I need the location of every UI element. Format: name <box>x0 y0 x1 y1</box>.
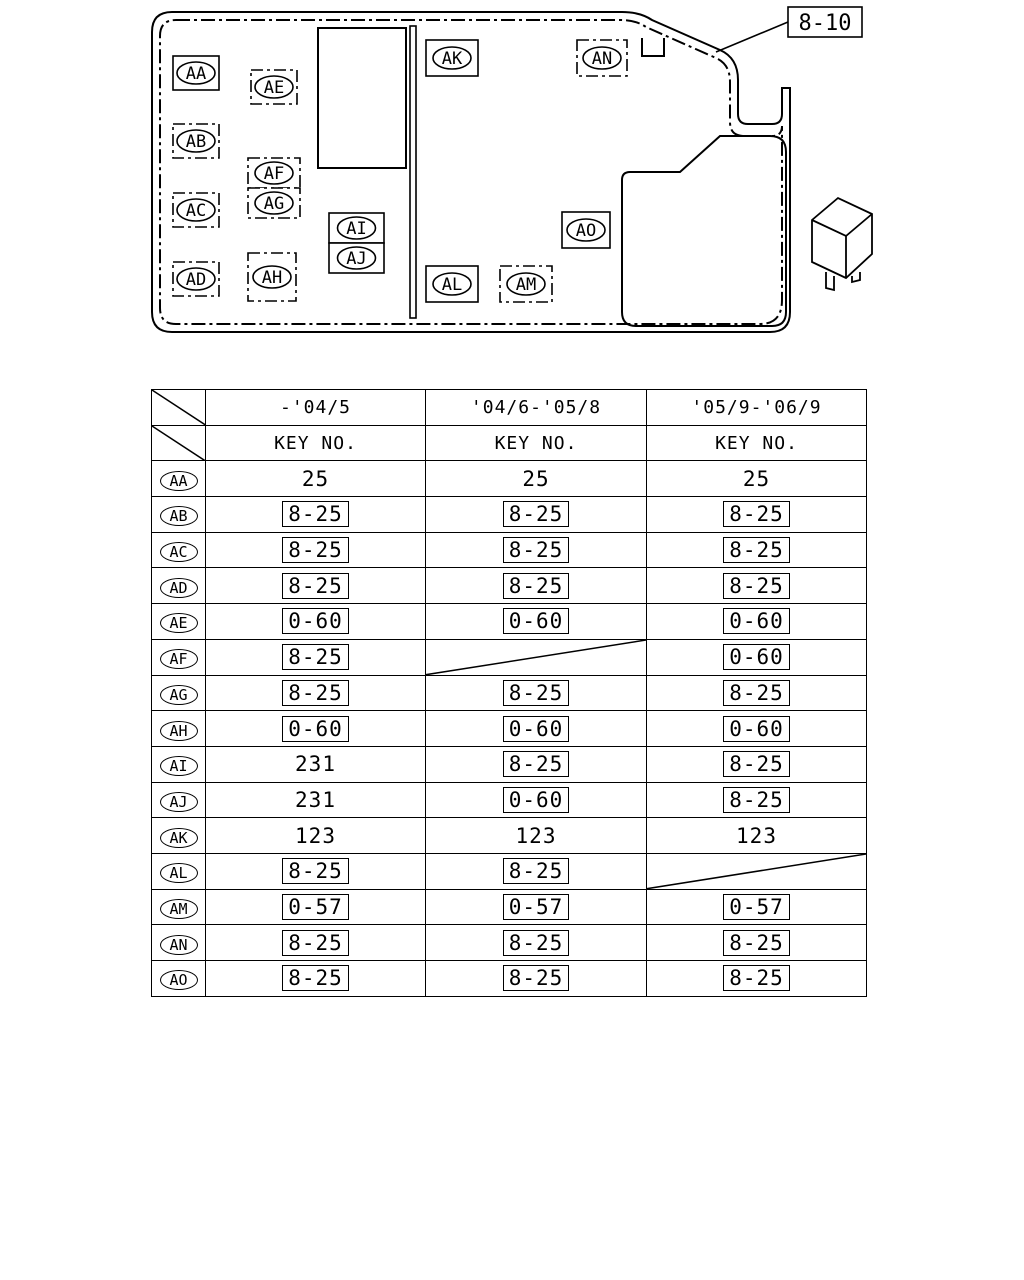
component-am <box>500 266 552 302</box>
key-number-cell <box>206 961 426 997</box>
component-ab <box>173 124 219 158</box>
component-label: AM <box>515 275 537 295</box>
boxed-key-number: 8-25 <box>503 751 570 777</box>
boxed-key-number: 8-25 <box>723 751 790 777</box>
row-label <box>152 675 206 711</box>
period-header: '04/6-'05/8 <box>426 390 647 426</box>
key-number-cell: 123 <box>426 818 647 854</box>
component-ag <box>248 188 300 218</box>
callout-leader <box>716 22 788 52</box>
boxed-key-number: 0-60 <box>503 787 570 813</box>
boxed-key-number: 8-25 <box>503 858 570 884</box>
key-number-cell <box>647 746 867 782</box>
key-number-cell <box>206 532 426 568</box>
component-label: AO <box>575 221 597 241</box>
boxed-key-number: 0-60 <box>503 716 570 742</box>
key-number-cell <box>647 711 867 747</box>
row-label-badge: AB <box>160 506 198 526</box>
row-label <box>152 568 206 604</box>
row-label-badge: AE <box>160 613 198 633</box>
component-ae <box>251 70 297 104</box>
row-label <box>152 461 206 497</box>
boxed-key-number: 8-25 <box>503 965 570 991</box>
component-label: AH <box>261 268 283 288</box>
boxed-key-number: 8-25 <box>282 501 349 527</box>
key-number-cell <box>206 604 426 640</box>
key-number-cell <box>206 853 426 889</box>
component-label: AL <box>441 275 463 295</box>
table-row <box>152 568 867 604</box>
key-no-header: KEY NO. <box>426 425 647 461</box>
key-number-cell <box>206 889 426 925</box>
key-number-cell <box>426 889 647 925</box>
boxed-key-number: 8-25 <box>723 573 790 599</box>
key-number-cell <box>647 961 867 997</box>
compartment <box>622 136 786 326</box>
period-header: '05/9-'06/9 <box>647 390 867 426</box>
boxed-key-number: 8-25 <box>282 680 349 706</box>
table-row <box>152 675 867 711</box>
component-label: AN <box>591 49 613 69</box>
empty-cell <box>152 425 206 461</box>
row-label-badge: AD <box>160 578 198 598</box>
empty-cell <box>152 390 206 426</box>
boxed-key-number: 0-60 <box>503 608 570 634</box>
period-header-row <box>152 390 867 426</box>
component-aa <box>173 56 219 90</box>
key-number-cell: 25 <box>206 461 426 497</box>
boxed-key-number: 8-25 <box>503 680 570 706</box>
boxed-key-number: 8-25 <box>282 965 349 991</box>
boxed-key-number: 0-57 <box>503 894 570 920</box>
boxed-key-number: 0-60 <box>723 608 790 634</box>
relay-icon <box>812 198 872 290</box>
key-number-cell <box>426 497 647 533</box>
key-number-cell <box>647 782 867 818</box>
key-number-cell <box>206 497 426 533</box>
component-ak <box>426 40 478 76</box>
row-label-badge: AC <box>160 542 198 562</box>
row-label-badge: AG <box>160 685 198 705</box>
boxed-key-number: 8-25 <box>723 787 790 813</box>
row-label <box>152 711 206 747</box>
component-label: AB <box>185 132 207 152</box>
table-row <box>152 853 867 889</box>
row-label-badge: AK <box>160 828 198 848</box>
key-number-cell <box>426 711 647 747</box>
key-number-cell <box>206 711 426 747</box>
key-header-row <box>152 425 867 461</box>
key-number-cell: 123 <box>206 818 426 854</box>
key-number-cell <box>426 853 647 889</box>
boxed-key-number: 8-25 <box>282 858 349 884</box>
row-label-badge: AA <box>160 471 198 491</box>
key-number-cell: 231 <box>206 746 426 782</box>
key-number-cell: 123 <box>647 818 867 854</box>
boxed-key-number: 0-60 <box>723 644 790 670</box>
key-number-cell <box>647 568 867 604</box>
key-number-cell <box>647 675 867 711</box>
empty-cell <box>647 853 867 889</box>
key-number-cell <box>206 925 426 961</box>
boxed-key-number: 0-60 <box>282 608 349 634</box>
row-label <box>152 925 206 961</box>
component-ah <box>248 253 296 301</box>
boxed-key-number: 8-25 <box>282 644 349 670</box>
component-label: AE <box>263 78 285 98</box>
key-number-cell <box>206 639 426 675</box>
boxed-key-number: 8-25 <box>282 573 349 599</box>
table-row <box>152 746 867 782</box>
boxed-key-number: 8-25 <box>503 573 570 599</box>
key-number-cell <box>647 639 867 675</box>
component-ad <box>173 262 219 296</box>
boxed-key-number: 8-25 <box>723 537 790 563</box>
key-number-cell <box>206 675 426 711</box>
component-label: AI <box>346 219 367 239</box>
component-ao <box>562 212 610 248</box>
key-number-cell <box>647 889 867 925</box>
component-af <box>248 158 300 188</box>
table-row <box>152 711 867 747</box>
component-label: AJ <box>346 249 367 269</box>
component-label: AF <box>263 164 285 184</box>
housing-tab <box>642 38 664 56</box>
row-label <box>152 604 206 640</box>
fuse-box-diagram <box>0 0 1024 360</box>
boxed-key-number: 8-25 <box>723 965 790 991</box>
key-number-cell <box>426 675 647 711</box>
component-an <box>577 40 627 76</box>
period-header: -'04/5 <box>206 390 426 426</box>
row-label-badge: AH <box>160 721 198 741</box>
empty-cell <box>426 639 647 675</box>
boxed-key-number: 8-25 <box>723 930 790 956</box>
key-number-cell <box>426 532 647 568</box>
divider-bar <box>410 26 416 318</box>
component-label: AD <box>185 270 207 290</box>
table-row <box>152 889 867 925</box>
table-row <box>152 782 867 818</box>
boxed-key-number: 0-60 <box>282 716 349 742</box>
row-label <box>152 532 206 568</box>
row-label-badge: AI <box>160 756 198 776</box>
row-label <box>152 746 206 782</box>
key-number-cell: 231 <box>206 782 426 818</box>
key-number-cell <box>647 497 867 533</box>
boxed-key-number: 8-25 <box>723 501 790 527</box>
row-label <box>152 889 206 925</box>
table-row <box>152 961 867 997</box>
key-number-cell <box>426 604 647 640</box>
table-row <box>152 604 867 640</box>
key-number-cell <box>426 925 647 961</box>
key-number-cell <box>206 568 426 604</box>
key-number-cell <box>426 961 647 997</box>
table-row <box>152 639 867 675</box>
key-number-cell <box>426 568 647 604</box>
key-number-cell <box>426 782 647 818</box>
row-label-badge: AM <box>160 899 198 919</box>
key-number-cell <box>647 532 867 568</box>
key-number-cell <box>647 925 867 961</box>
component-ac <box>173 193 219 227</box>
row-label <box>152 961 206 997</box>
table-row <box>152 497 867 533</box>
component-label: AA <box>185 64 207 84</box>
row-label <box>152 853 206 889</box>
key-number-cell <box>426 746 647 782</box>
boxed-key-number: 8-25 <box>503 501 570 527</box>
boxed-key-number: 8-25 <box>503 537 570 563</box>
key-no-header: KEY NO. <box>647 425 867 461</box>
component-al <box>426 266 478 302</box>
boxed-key-number: 8-25 <box>503 930 570 956</box>
row-label-badge: AF <box>160 649 198 669</box>
boxed-key-number: 8-25 <box>723 680 790 706</box>
key-number-cell <box>647 604 867 640</box>
table-row <box>152 532 867 568</box>
component-label: AC <box>185 201 207 221</box>
table-row <box>152 925 867 961</box>
key-number-cell: 25 <box>647 461 867 497</box>
row-label-badge: AJ <box>160 792 198 812</box>
relay-block <box>318 28 406 168</box>
component-aj <box>329 243 384 273</box>
boxed-key-number: 0-60 <box>723 716 790 742</box>
key-no-header: KEY NO. <box>206 425 426 461</box>
row-label-badge: AL <box>160 863 198 883</box>
key-number-cell: 25 <box>426 461 647 497</box>
row-label <box>152 639 206 675</box>
boxed-key-number: 0-57 <box>723 894 790 920</box>
row-label-badge: AN <box>160 935 198 955</box>
component-label: AG <box>263 194 285 214</box>
row-label-badge: AO <box>160 970 198 990</box>
component-ai <box>329 213 384 243</box>
table-row <box>152 461 867 497</box>
boxed-key-number: 8-25 <box>282 537 349 563</box>
component-label: AK <box>441 49 463 69</box>
boxed-key-number: 0-57 <box>282 894 349 920</box>
table-row <box>152 818 867 854</box>
row-label <box>152 497 206 533</box>
key-number-table <box>151 389 867 997</box>
row-label <box>152 818 206 854</box>
boxed-key-number: 8-25 <box>282 930 349 956</box>
ref-label: 8-10 <box>798 11 852 36</box>
row-label <box>152 782 206 818</box>
